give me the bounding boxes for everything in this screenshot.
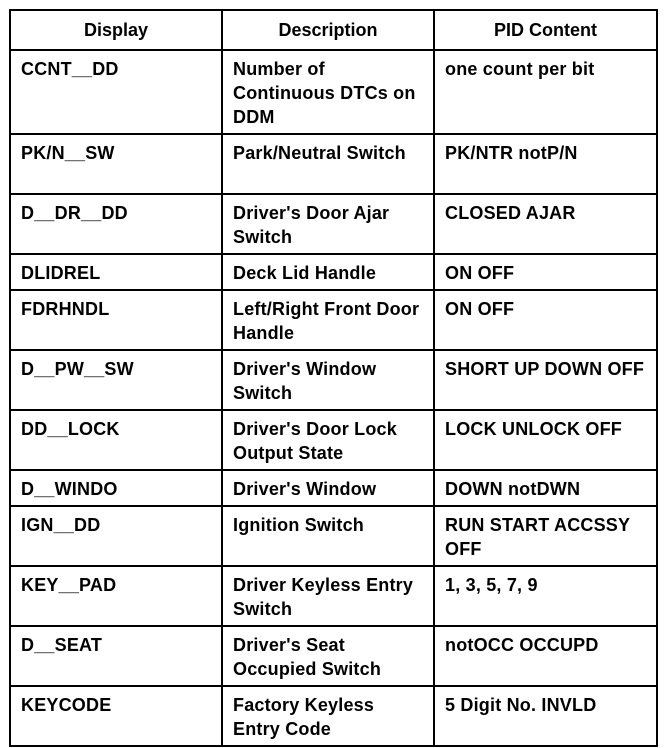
pid-content-cell: LOCK UNLOCK OFF [434,410,657,470]
display-cell: D__PW__SW [10,350,222,410]
pid-content-cell: RUN START ACCSSY OFF [434,506,657,566]
description-cell: Driver Keyless Entry Switch [222,566,434,626]
description-cell: Driver's Door Lock Output State [222,410,434,470]
pid-content-cell: notOCC OCCUPD [434,626,657,686]
table-row [10,194,657,254]
table-row [10,470,657,506]
description-cell: Driver's Window [222,470,434,506]
pid-content-cell: PK/NTR notP/N [434,134,657,194]
description-cell: Deck Lid Handle [222,254,434,290]
table-row [10,134,657,194]
display-cell: D__DR__DD [10,194,222,254]
pid-content-cell: 5 Digit No. INVLD [434,686,657,746]
pid-content-cell: CLOSED AJAR [434,194,657,254]
description-cell: Driver's Window Switch [222,350,434,410]
header-description: Description [222,10,434,50]
display-cell: KEYCODE [10,686,222,746]
table-row [10,410,657,470]
description-cell: Driver's Door Ajar Switch [222,194,434,254]
table-row [10,290,657,350]
display-cell: D__WINDO [10,470,222,506]
display-cell: CCNT__DD [10,50,222,134]
table-row [10,686,657,746]
table-row [10,254,657,290]
display-cell: IGN__DD [10,506,222,566]
display-cell: D__SEAT [10,626,222,686]
display-cell: PK/N__SW [10,134,222,194]
pid-content-cell: ON OFF [434,254,657,290]
table-row [10,50,657,134]
description-cell: Left/Right Front Door Handle [222,290,434,350]
pid-content-cell: 1, 3, 5, 7, 9 [434,566,657,626]
description-cell: Factory Keyless Entry Code [222,686,434,746]
display-cell: FDRHNDL [10,290,222,350]
table-row [10,566,657,626]
header-row [10,10,657,50]
description-cell: Ignition Switch [222,506,434,566]
pid-table [9,9,658,747]
display-cell: DLIDREL [10,254,222,290]
description-cell: Park/Neutral Switch [222,134,434,194]
description-cell: Number of Continuous DTCs on DDM [222,50,434,134]
header-display: Display [10,10,222,50]
description-cell: Driver's Seat Occupied Switch [222,626,434,686]
pid-content-cell: SHORT UP DOWN OFF [434,350,657,410]
pid-content-cell: one count per bit [434,50,657,134]
table-row [10,626,657,686]
table-row [10,350,657,410]
pid-content-cell: DOWN notDWN [434,470,657,506]
display-cell: KEY__PAD [10,566,222,626]
pid-content-cell: ON OFF [434,290,657,350]
header-pid-content: PID Content [434,10,657,50]
table-row [10,506,657,566]
display-cell: DD__LOCK [10,410,222,470]
